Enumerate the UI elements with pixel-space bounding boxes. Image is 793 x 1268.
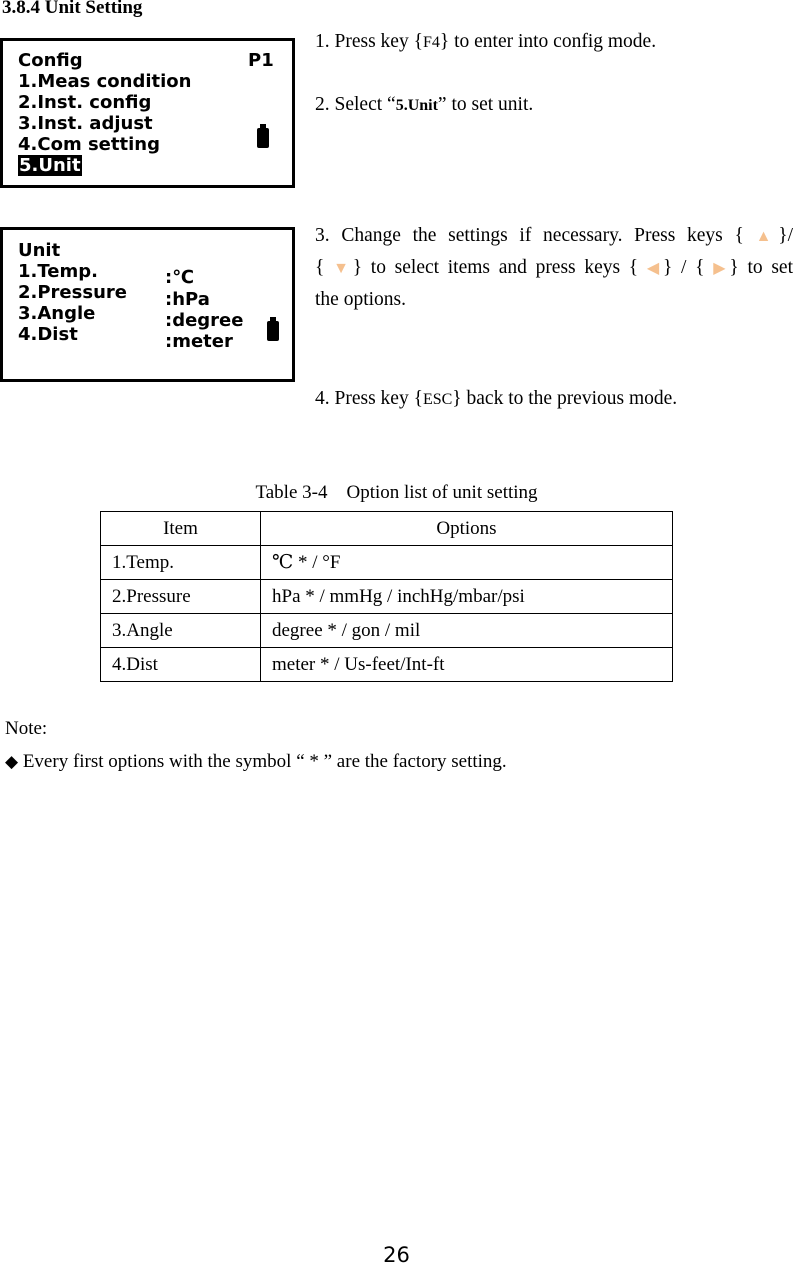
- down-arrow-icon: ▼: [333, 260, 353, 277]
- table-row: 2.Pressure hPa * / mmHg / inchHg/mbar/psi: [101, 580, 673, 614]
- table-header: Item: [101, 512, 261, 546]
- menu-item: 2.Inst. config: [18, 92, 152, 113]
- note-text: Every first options with the symbol “ * ” are the factory setting.: [22, 751, 507, 772]
- menu-item: 4.Com setting: [18, 134, 160, 155]
- table-row: 1.Temp. ℃ * / °F: [101, 546, 673, 580]
- right-arrow-icon: ▶: [713, 260, 730, 277]
- key-f4: F4: [422, 34, 440, 51]
- unit-item: 1.Temp.: [18, 261, 98, 282]
- key-esc: ESC: [422, 391, 453, 408]
- battery-icon: [267, 321, 279, 341]
- note-item: [5, 751, 507, 773]
- unit-value: :hPa: [165, 289, 210, 310]
- table-row: 3.Angle degree * / gon / mil: [101, 614, 673, 648]
- step-4: 4. Press key {ESC} back to the previous mode.: [315, 388, 678, 409]
- menu-item: 1.Meas condition: [18, 71, 192, 92]
- menu-ref-unit: 5.Unit: [395, 97, 438, 114]
- page-number: 26: [383, 1243, 410, 1267]
- unit-value: :℃: [165, 267, 194, 288]
- screen-title: Unit: [18, 240, 61, 261]
- unit-options-table: [100, 511, 673, 682]
- unit-item: 3.Angle: [18, 303, 96, 324]
- config-screen: [0, 38, 295, 188]
- screen-page-indicator: P1: [248, 50, 274, 71]
- note-label: Note:: [5, 718, 48, 739]
- unit-value: :meter: [165, 331, 233, 352]
- unit-screen: [0, 227, 295, 382]
- step-2: 2. Select “5.Unit” to set unit.: [315, 94, 534, 115]
- up-arrow-icon: ▲: [755, 228, 779, 245]
- battery-icon: [257, 128, 269, 148]
- diamond-bullet-icon: ◆: [5, 752, 19, 772]
- section-heading: 3.8.4 Unit Setting: [2, 0, 143, 18]
- table-row: 4.Dist meter * / Us-feet/Int-ft: [101, 648, 673, 682]
- unit-item: 2.Pressure: [18, 282, 127, 303]
- menu-item-selected: 5.Unit: [19, 155, 81, 176]
- left-arrow-icon: ◀: [646, 260, 663, 277]
- table-header: Options: [261, 512, 673, 546]
- table-caption: Table 3-4 Option list of unit setting: [255, 482, 538, 503]
- unit-item: 4.Dist: [18, 324, 78, 345]
- step-1: 1. Press key {F4} to enter into config mode.: [315, 31, 657, 52]
- step-3: 3. Change the settings if necessary. Press keys { ▲}/ { ▼} to select items and press keys { ◀} / { ▶} to set the options.: [315, 225, 793, 310]
- screen-title: Config: [18, 50, 83, 71]
- menu-item: 3.Inst. adjust: [18, 113, 153, 134]
- unit-value: :degree: [165, 310, 244, 331]
